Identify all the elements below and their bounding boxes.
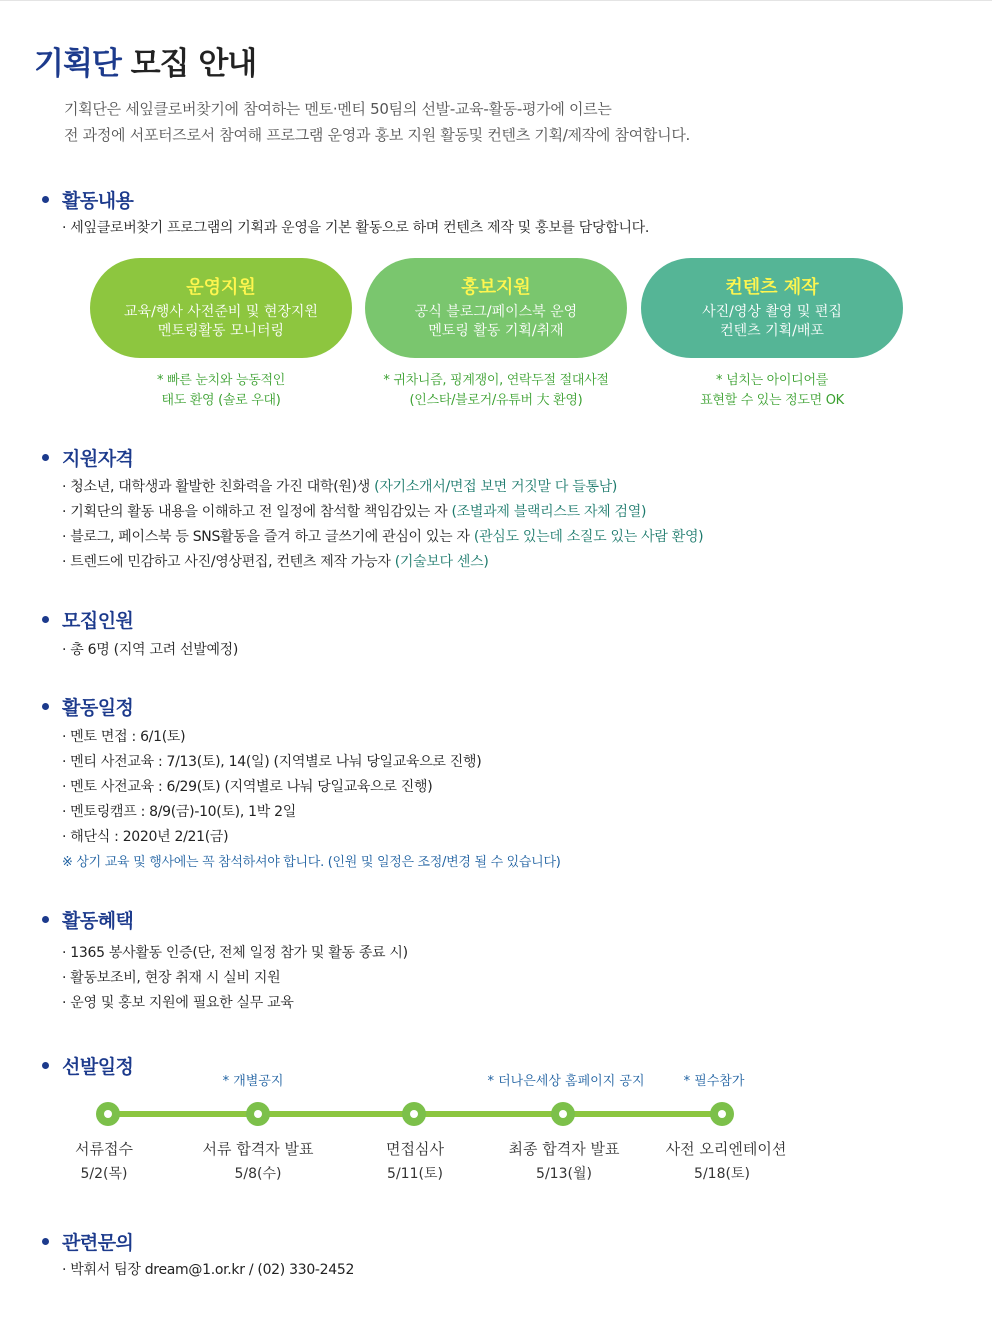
bullet-dot-icon (42, 196, 49, 203)
role-description (90, 303, 352, 341)
benefits-list (62, 941, 408, 1016)
page-title-rest: 모집 안내 (120, 46, 257, 82)
section-benefits-heading (42, 906, 133, 933)
timeline-step-label: 서류접수 (75, 1140, 133, 1158)
section-contact-heading (42, 1228, 133, 1255)
list-item: · 총 6명 (지역 고려 선발예정) (62, 642, 239, 658)
role-desc-line: 컨텐츠 기획/배포 (720, 323, 824, 339)
page-title (34, 38, 256, 83)
list-item (62, 550, 703, 575)
role-title: 컨텐츠 제작 (725, 277, 819, 298)
role-note-promotion (365, 371, 627, 411)
section-schedule-heading (42, 693, 133, 720)
list-item (62, 500, 703, 525)
list-item: · 멘토 사전교육 : 6/29(토) (지역별로 나눠 당일교육으로 진행) (62, 779, 433, 795)
list-item-text: · 트렌드에 민감하고 사진/영상편집, 컨텐츠 제작 가능자 (62, 554, 395, 570)
list-item: · 운영 및 홍보 지원에 필요한 실무 교육 (62, 995, 294, 1011)
role-note-line: 표현할 수 있는 정도면 OK (700, 393, 844, 408)
section-activity-heading (42, 186, 133, 213)
role-description (365, 303, 627, 341)
role-note-line: * 빠른 눈치와 능동적인 (156, 373, 286, 388)
recruit-info (62, 638, 238, 663)
timeline-note: * 더나은세상 홈페이지 공지 (487, 1074, 645, 1089)
timeline-node-icon (96, 1102, 120, 1126)
role-desc-line: 멘토링 활동 기획/취재 (428, 323, 564, 339)
timeline-step-label: 사전 오리엔테이션 (665, 1140, 787, 1158)
list-item-highlight: (기술보다 센스) (394, 554, 489, 570)
role-card-promotion (365, 258, 627, 358)
section-recruit-heading (42, 606, 133, 633)
role-card-content (641, 258, 903, 358)
activity-description (62, 216, 649, 241)
section-heading-label: 관련문의 (62, 1232, 134, 1254)
role-desc-line: 교육/행사 사전준비 및 현장지원 (124, 304, 318, 320)
section-heading-label: 선발일정 (62, 1056, 134, 1078)
role-card-operations (90, 258, 352, 358)
role-note-line: (인스타/블로거/유튜버 大 환영) (409, 393, 583, 408)
intro-text (64, 96, 690, 148)
section-heading-label: 활동내용 (62, 190, 134, 212)
role-note-operations (90, 371, 352, 411)
timeline-step-date: 5/13(월) (536, 1166, 592, 1182)
role-note-line: * 넘치는 아이디어를 (716, 373, 828, 388)
list-item: · 1365 봉사활동 인증(단, 전체 일정 참가 및 활동 종료 시) (62, 945, 408, 961)
timeline-step-date: 5/8(수) (234, 1166, 282, 1182)
timeline-step-date: 5/2(목) (80, 1166, 128, 1182)
list-item: · 활동보조비, 현장 취재 시 실비 지원 (62, 970, 281, 986)
timeline-note: * 필수참가 (683, 1074, 745, 1089)
bullet-dot-icon (42, 1062, 49, 1069)
list-item: · 멘토 면접 : 6/1(토) (62, 729, 186, 745)
timeline-step-date: 5/18(토) (694, 1166, 750, 1182)
list-item: · 멘티 사전교육 : 7/13(토), 14(일) (지역별로 나눠 당일교육으로 진행) (62, 754, 482, 770)
list-item: · 박휘서 팀장 dream@1.or.kr / (02) 330-2452 (62, 1262, 355, 1278)
bullet-dot-icon (42, 703, 49, 710)
list-item-text: · 블로그, 페이스북 등 SNS활동을 즐겨 하고 글쓰기에 관심이 있는 자 (62, 529, 474, 545)
list-item-highlight: (자기소개서/면접 보면 거짓말 다 들통남) (374, 479, 618, 495)
section-qualification-heading (42, 444, 133, 471)
timeline-node-icon (710, 1102, 734, 1126)
list-item: · 세잎클로버찾기 프로그램의 기획과 운영을 기본 활동으로 하며 컨텐츠 제작 및 홍보를 담당합니다. (62, 220, 650, 236)
timeline-step-label: 서류 합격자 발표 (202, 1140, 314, 1158)
timeline-step-label: 최종 합격자 발표 (508, 1140, 620, 1158)
list-item (62, 475, 703, 500)
timeline-step-date: 5/11(토) (387, 1166, 443, 1182)
page-title-accent: 기획단 (34, 46, 121, 82)
role-note-line: * 귀차니즘, 핑계쟁이, 연락두절 절대사절 (383, 373, 609, 388)
list-item-highlight: (관심도 있는데 소질도 있는 사람 환영) (473, 529, 704, 545)
section-heading-label: 지원자격 (62, 448, 134, 470)
contact-info (62, 1258, 354, 1283)
role-desc-line: 사진/영상 촬영 및 편집 (702, 304, 842, 320)
schedule-note: ※ 상기 교육 및 행사에는 꼭 참석하셔야 합니다. (인원 및 일정은 조정/변경 될 수 있습니다) (62, 855, 561, 870)
timeline-node-icon (402, 1102, 426, 1126)
list-item-text: · 기획단의 활동 내용을 이해하고 전 일정에 참석할 책임감있는 자 (62, 504, 452, 520)
list-item: · 멘토링캠프 : 8/9(금)-10(토), 1박 2일 (62, 804, 296, 820)
timeline-step-label: 면접심사 (386, 1140, 444, 1158)
list-item-highlight: (조별과제 블랙리스트 자체 검열) (451, 504, 647, 520)
section-heading-label: 활동혜택 (62, 910, 134, 932)
intro-line: 전 과정에 서포터즈로서 참여해 프로그램 운영과 홍보 지원 활동및 컨텐츠 기획/제작에 참여합니다. (64, 126, 690, 144)
section-selection-heading (42, 1052, 133, 1079)
section-heading-label: 모집인원 (62, 610, 134, 632)
timeline-note: * 개별공지 (222, 1074, 284, 1089)
bullet-dot-icon (42, 1238, 49, 1245)
timeline-node-icon (551, 1102, 575, 1126)
list-item: · 해단식 : 2020년 2/21(금) (62, 829, 229, 845)
role-description (641, 303, 903, 341)
role-desc-line: 멘토링활동 모니터링 (157, 323, 285, 339)
intro-line: 기획단은 세잎클로버찾기에 참여하는 멘토·멘티 50팀의 선발-교육-활동-평가에 이르는 (64, 100, 612, 118)
role-title: 홍보지원 (461, 277, 531, 298)
bullet-dot-icon (42, 616, 49, 623)
qualification-list (62, 475, 703, 575)
role-title: 운영지원 (186, 277, 256, 298)
section-heading-label: 활동일정 (62, 697, 134, 719)
list-item-text: · 청소년, 대학생과 활발한 친화력을 가진 대학(원)생 (62, 479, 375, 495)
bullet-dot-icon (42, 916, 49, 923)
role-note-line: 태도 환영 (솔로 우대) (161, 393, 281, 408)
schedule-list (62, 725, 560, 875)
list-item (62, 525, 703, 550)
bullet-dot-icon (42, 454, 49, 461)
top-divider (0, 0, 992, 1)
role-note-content (641, 371, 903, 411)
role-desc-line: 공식 블로그/페이스북 운영 (414, 304, 578, 320)
timeline-node-icon (246, 1102, 270, 1126)
